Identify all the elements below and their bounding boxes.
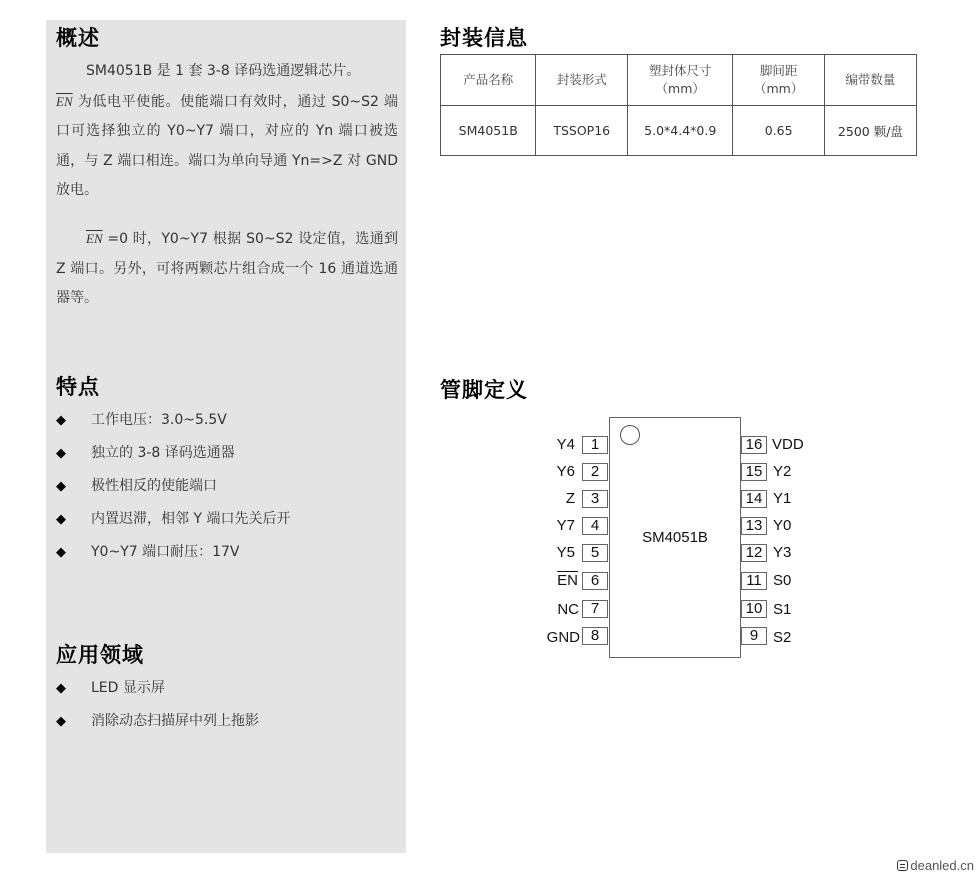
cell-body-size: 5.0*4.4*0.9 — [627, 106, 733, 156]
pin-number-5: 5 — [582, 544, 608, 562]
pin-number-3: 3 — [582, 490, 608, 508]
ic-chip-name: SM4051B — [642, 529, 708, 546]
pin-number-16: 16 — [741, 436, 767, 454]
watermark-text: deanled.cn — [910, 858, 974, 873]
pin-number-11: 11 — [741, 572, 767, 590]
pin-name-2: Y6 — [556, 463, 575, 480]
pin-number-6: 6 — [582, 572, 608, 590]
list-item: ◆ 极性相反的使能端口 — [56, 470, 290, 503]
features-title: 特点 — [56, 375, 100, 399]
cell-product-name: SM4051B — [441, 106, 536, 156]
diamond-bullet-icon: ◆ — [56, 714, 66, 729]
pin-name-13: Y0 — [773, 517, 792, 534]
applications-title: 应用领域 — [56, 643, 144, 667]
overview-p2-text: =0 时，Y0~Y7 根据 S0~S2 设定值，选通到 Z 端口。另外，可将两颗芯片组合成一个 16 通道选通器等。 — [56, 231, 398, 306]
pin-number-10: 10 — [741, 600, 767, 618]
watermark — [897, 858, 974, 873]
cell-reel-qty: 2500 颗/盘 — [824, 106, 916, 156]
diamond-bullet-icon: ◆ — [56, 545, 66, 560]
pin-number-1: 1 — [582, 436, 608, 454]
site-logo-icon — [897, 860, 908, 871]
package-info-table — [440, 54, 917, 156]
diamond-bullet-icon: ◆ — [56, 446, 66, 461]
list-item: ◆ Y0~Y7 端口耐压：17V — [56, 536, 290, 569]
diamond-bullet-icon: ◆ — [56, 479, 66, 494]
en-bar-symbol: $\overline{EN}$ — [86, 231, 103, 246]
overview-paragraph-2 — [56, 224, 398, 314]
pin-name-8: GND — [546, 629, 580, 646]
list-item: ◆ 工作电压：3.0~5.5V — [56, 404, 290, 437]
pin-number-14: 14 — [741, 490, 767, 508]
applications-list — [56, 672, 259, 738]
pin-number-12: 12 — [741, 544, 767, 562]
diamond-bullet-icon: ◆ — [56, 413, 66, 428]
pin-name-7: NC — [557, 601, 579, 618]
list-item: ◆ LED 显示屏 — [56, 672, 259, 705]
features-list — [56, 404, 290, 569]
pin-number-9: 9 — [741, 627, 767, 645]
pin-name-14: Y1 — [773, 490, 792, 507]
pin-name-16: VDD — [772, 436, 804, 453]
pin-number-4: 4 — [582, 517, 608, 535]
pin-number-13: 13 — [741, 517, 767, 535]
pin-name-3: Z — [565, 490, 575, 507]
cell-pin-pitch: 0.65 — [733, 106, 824, 156]
pin-number-15: 15 — [741, 463, 767, 481]
pin-number-2: 2 — [582, 463, 608, 481]
pin1-marker-icon — [620, 425, 640, 445]
pin-name-15: Y2 — [773, 463, 792, 480]
package-info-title: 封装信息 — [440, 26, 528, 50]
col-header-product-name: 产品名称 — [441, 55, 536, 106]
diamond-bullet-icon: ◆ — [56, 512, 66, 527]
col-header-body-size: 塑封体尺寸 （mm） — [627, 55, 733, 106]
overview-title: 概述 — [56, 26, 100, 50]
pin-name-4: Y7 — [556, 517, 575, 534]
pin-name-1: Y4 — [556, 436, 575, 453]
pin-number-8: 8 — [582, 627, 608, 645]
diamond-bullet-icon: ◆ — [56, 681, 66, 696]
pin-name-12: Y3 — [773, 544, 792, 561]
pin-name-6: $\overline{EN}$ — [557, 572, 578, 589]
pin-name-11: S0 — [773, 572, 792, 589]
overview-paragraph-1 — [56, 57, 398, 206]
col-header-package-type: 封装形式 — [536, 55, 627, 106]
col-header-reel-qty: 编带数量 — [824, 55, 916, 106]
pin-number-7: 7 — [582, 600, 608, 618]
list-item: ◆ 内置迟滞，相邻 Y 端口先关后开 — [56, 503, 290, 536]
cell-package-type: TSSOP16 — [536, 106, 627, 156]
en-bar-symbol: $\overline{EN}$ — [56, 93, 73, 109]
table-row — [441, 106, 917, 156]
list-item: ◆ 独立的 3-8 译码选通器 — [56, 437, 290, 470]
overview-line-1: SM4051B 是 1 套 3-8 译码选通逻辑芯片。 — [86, 63, 361, 79]
pin-definition-title: 管脚定义 — [440, 378, 528, 402]
table-header-row — [441, 55, 917, 106]
overview-p1-text: 为低电平使能。使能端口有效时，通过 S0~S2 端口可选择独立的 Y0~Y7 端口，对应的 Yn 端口被选通，与 Z 端口相连。端口为单向导通 Yn=>Z 对 GND 放电。 — [56, 93, 398, 198]
pin-name-9: S2 — [773, 629, 792, 646]
col-header-pin-pitch: 脚间距 （mm） — [733, 55, 824, 106]
pin-name-10: S1 — [773, 601, 792, 618]
list-item: ◆ 消除动态扫描屏中列上拖影 — [56, 705, 259, 738]
pin-name-5: Y5 — [556, 544, 575, 561]
